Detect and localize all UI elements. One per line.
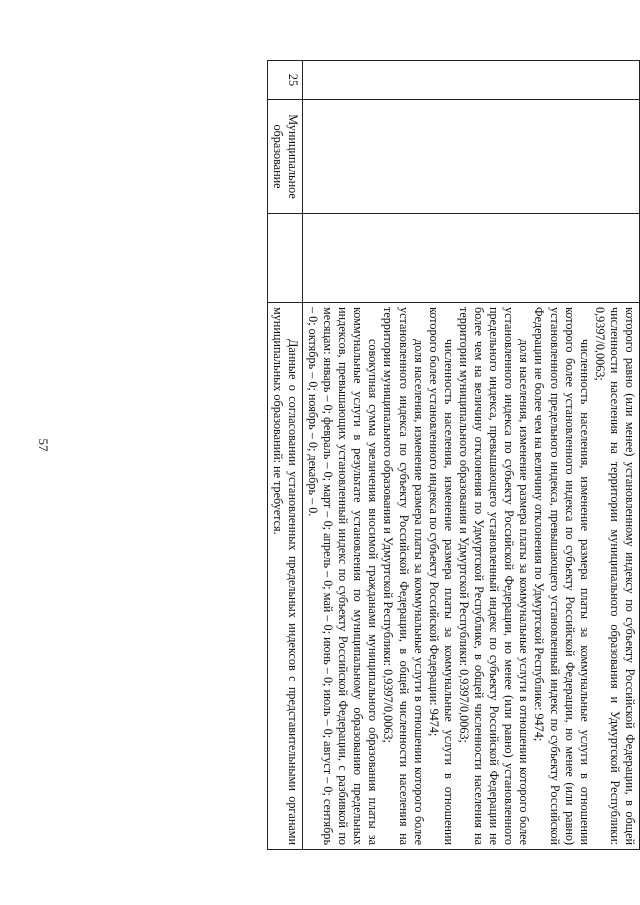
rotated-page bbox=[62, 0, 640, 845]
paragraph: совокупная сумма увеличения вносимой гражданами муниципального образования платы за коммунальные услуги в результате установления по муниципальному образованию предельных индексов, превышающих установленный индекс по субъекту Российской Федерации, с разбивкой по месяцам: январь – 0; февраль – 0; март – 0; апрель – 0; май – 0; июнь – 0; июль – 0; август – 0; сентябрь – 0; октябрь – 0; ноябрь – 0; декабрь – 0. bbox=[306, 307, 381, 845]
row-text-cell bbox=[267, 303, 302, 850]
row-number-cell bbox=[302, 61, 639, 100]
rotated-content bbox=[62, 0, 640, 905]
table-row bbox=[302, 61, 639, 850]
row-name-cell bbox=[302, 100, 639, 214]
row-number-cell: 25 bbox=[267, 61, 302, 100]
data-table bbox=[267, 60, 640, 850]
row-empty-cell bbox=[302, 214, 639, 303]
paragraph: численность населения, изменение размера платы за коммунальные услуги в отношении которого более установленного индекса по субъекту Российской Федерации: 9474; bbox=[426, 307, 456, 845]
page-number: 57 bbox=[36, 438, 51, 452]
paragraph: Данные о согласовании установленных предельных индексов с представительными органами муниципальных образований: не требуется. bbox=[270, 307, 300, 845]
table-row bbox=[267, 61, 302, 850]
paragraph: численность населения, изменение размера платы за коммунальные услуги в отношении которого более установленного индекса по субъекту Российской Федерации, но менее (или равно) установленного предельного индекса, превышающего установленный индекс по субъекту Российской Федерации не более чем на величину отклонения по Удмуртской Республике: 9474; bbox=[532, 307, 592, 845]
paragraph: доля населения, изменение размера платы за коммунальные услуги в отношении которого более установленного индекса по субъекту Российской Федерации, в общей численности населения на территории муниципального образования и Удмуртской Республики: 0,9397/0,0063; bbox=[381, 307, 426, 845]
paragraph: доля населения, изменение размера платы за коммунальные услуги в отношении которого более установленного индекса по субъекту Российской Федерации, но менее (или равно) установленного предельного индекса, превышающего установленный индекс по субъекту Российской Федерации не более чем на величину отклонения по Удмуртской Республике, в общей численности населения на территории муниципального образования и Удмуртской Республики: 0,9397/0,0063; bbox=[456, 307, 532, 845]
paragraph: которого равно (или менее) установленному индексу по субъекту Российской Федерации, в общей численности населения на территории муниципального образования и Удмуртской Республики: 0,9397/0,0063; bbox=[592, 307, 637, 845]
row-name-cell: Муниципальное образование bbox=[267, 100, 302, 214]
row-text-cell bbox=[302, 303, 639, 850]
row-empty-cell bbox=[267, 214, 302, 303]
